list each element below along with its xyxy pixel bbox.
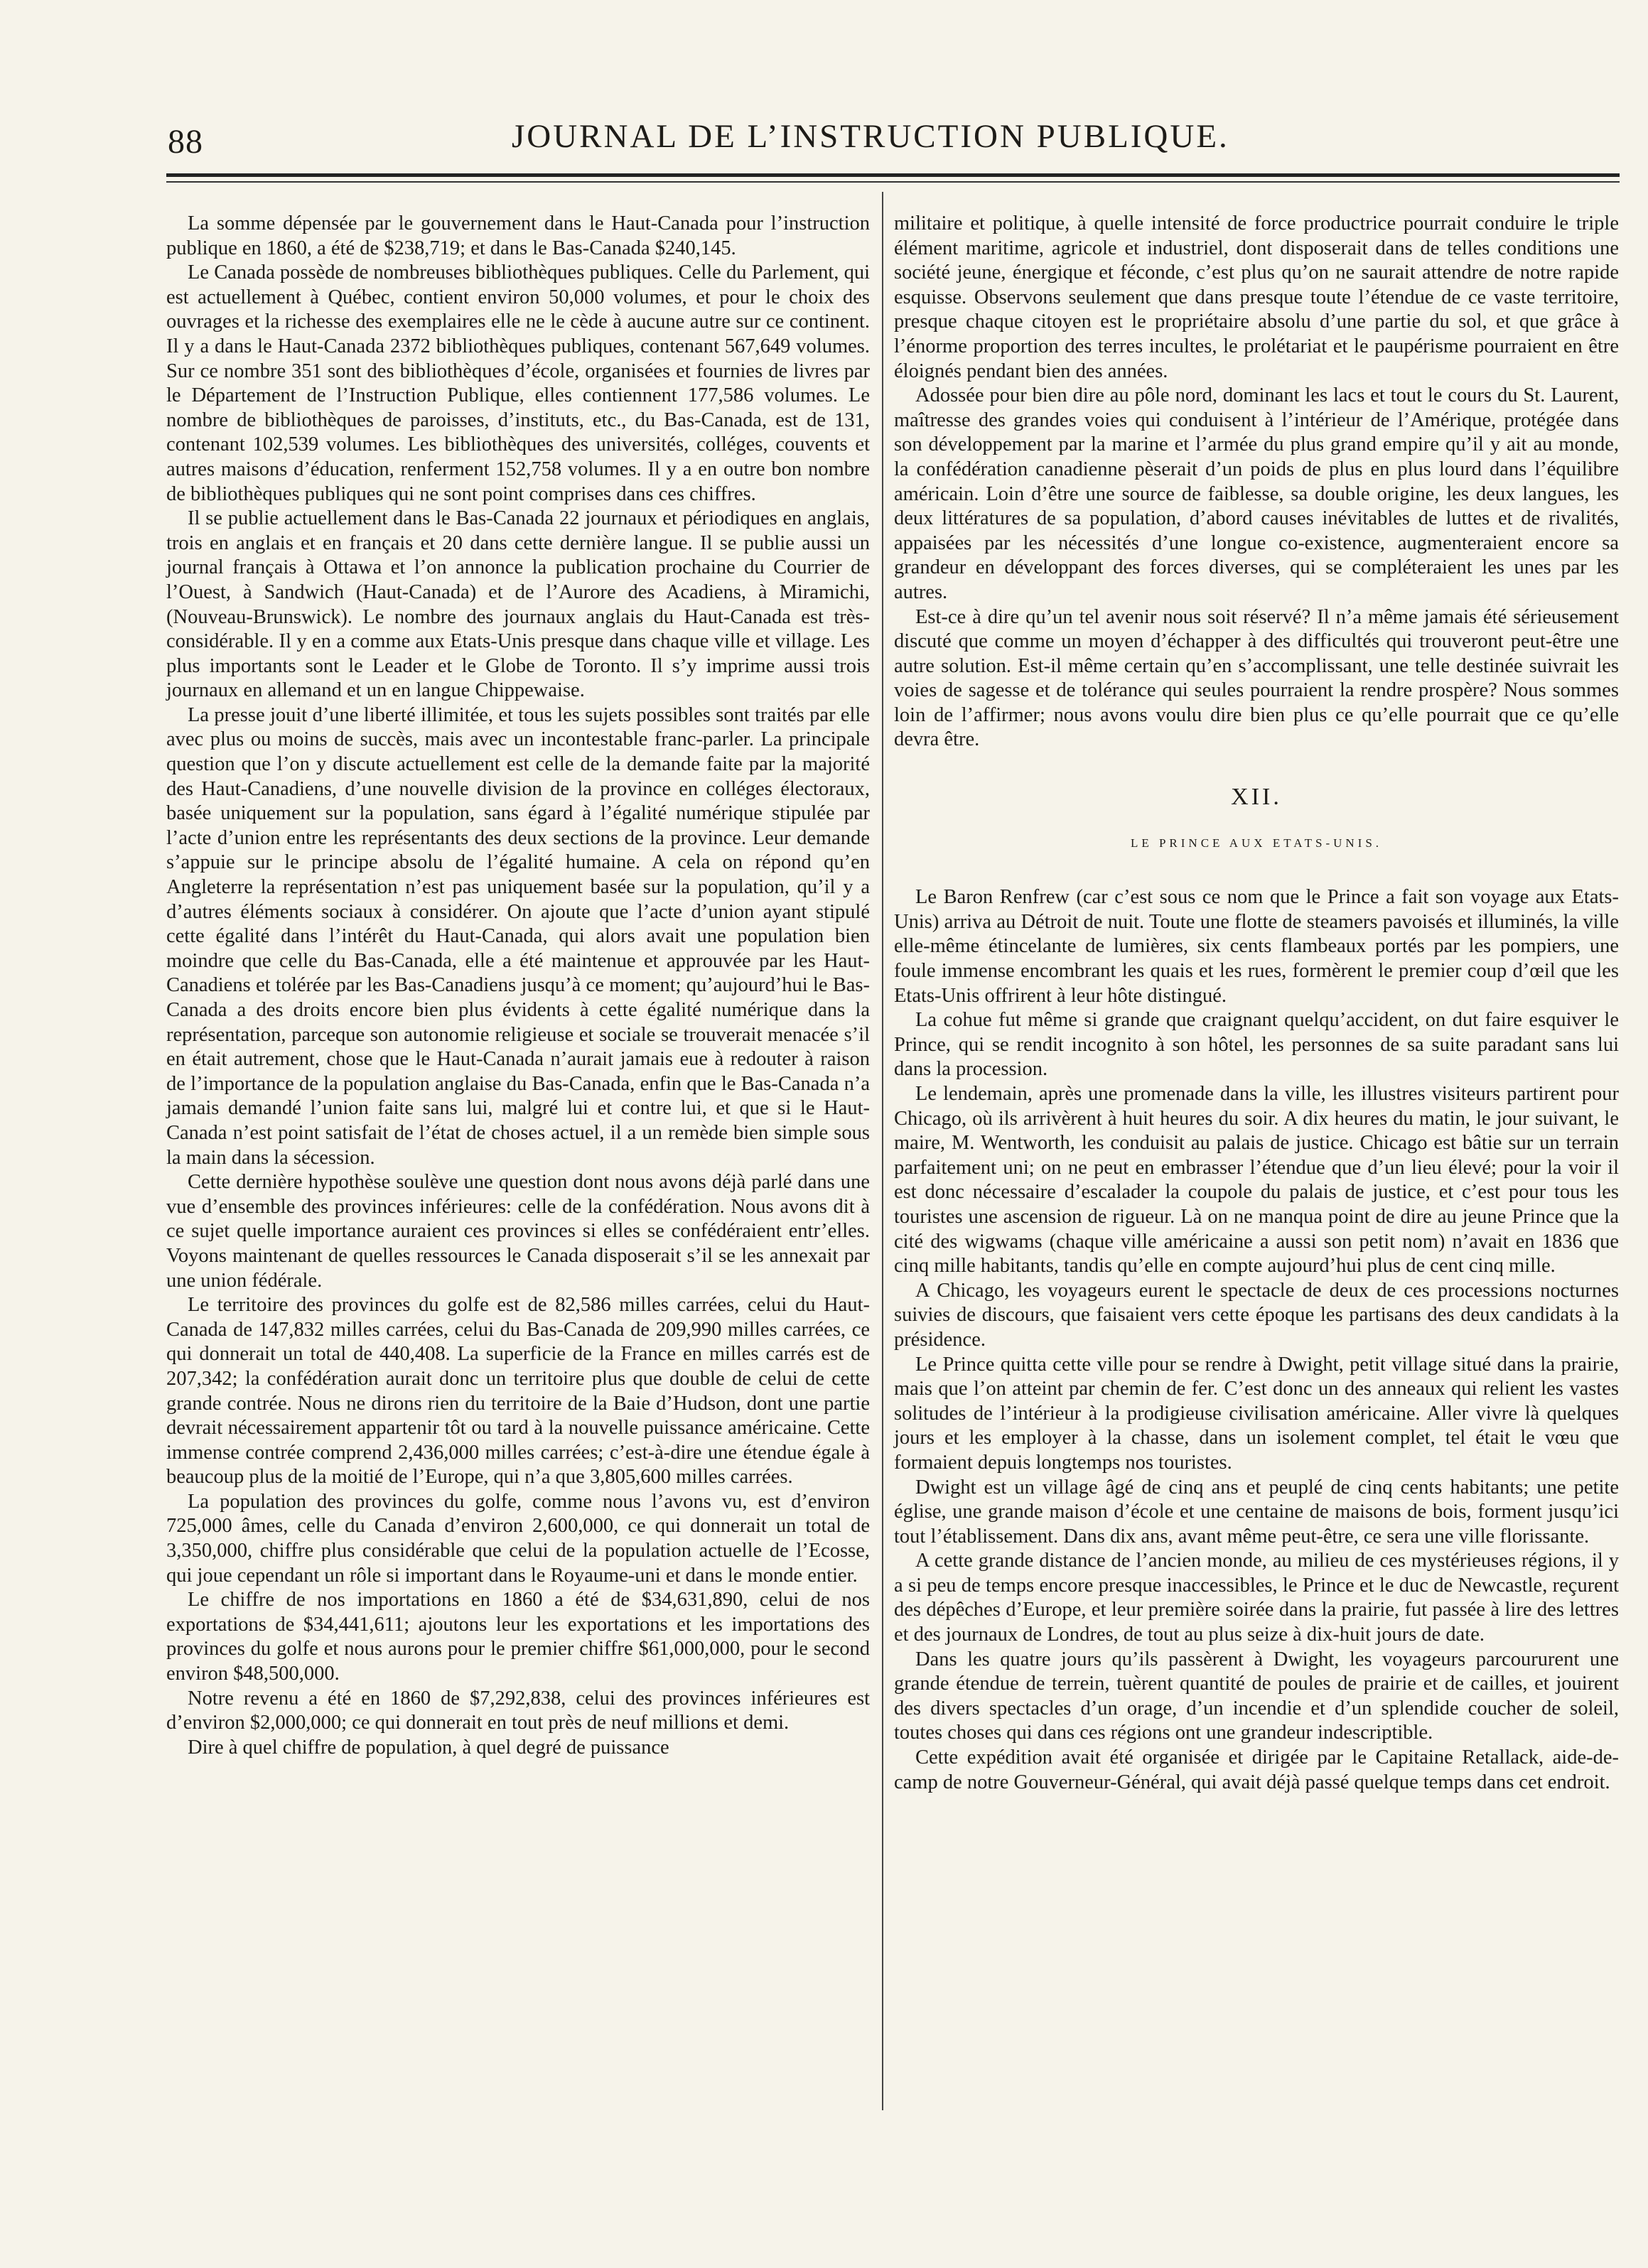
paragraph: Le territoire des provinces du golfe est de 82,586 milles carrées, celui du Haut-Canada de 147,832 milles carrées, celui du Bas-Canada de 209,990 milles carrées, ce qui donnerait un total de 440,408. La superficie de la France en milles carrés est de 207,342; la confédération aurait donc un territoire plus que double de celui de cette grande contrée. Nous ne dirons rien du territoire de la Baie d’Hudson, dont une partie devrait nécessairement appartenir tôt ou tard à la nouvelle puissance américaine. Cette immense contrée comprend 2,436,000 milles carrées; c’est-à-dire une étendue égale à beaucoup plus de la moitié de l’Europe, qui n’a que 3,805,600 milles carrées. <box>166 1294 870 1489</box>
paragraph: militaire et politique, à quelle intensité de force productrice pourrait conduire le triple élément maritime, agricole et industriel, dont disposerait dans de telles conditions une société jeune, énergique et féconde, c’est plus qu’on ne saurait attendre de notre rapide esquisse. Observons seulement que dans presque toute l’étendue de ce vaste territoire, presque chaque citoyen est le propriétaire absolu d’une partie du sol, et que grâce à l’énorme proportion des terres incultes, le prolétariat et le paupérisme pourraient en être éloignés pendant bien des années. <box>894 212 1619 382</box>
paragraph: Cette expédition avait été organisée et dirigée par le Capitaine Retallack, aide-de-camp de notre Gouverneur-Général, qui avait déjà passé quelque temps dans cet endroit. <box>894 1746 1619 1793</box>
paragraph: Le Canada possède de nombreuses bibliothèques publiques. Celle du Parlement, qui est actuellement à Québec, contient environ 50,000 volumes, et pour le choix des ouvrages et la richesse des exemplaires elle ne le cède à aucune autre sur ce continent. Il y a dans le Haut-Canada 2372 bibliothèques publiques, contenant 567,649 volumes. Sur ce nombre 351 sont des bibliothèques d’école, organisées et fournies de livres par le Département de l’Instruction Publique, elles contiennent 177,586 volumes. Le nombre de bibliothèques de paroisses, d’instituts, etc., du Bas-Canada, est de 131, contenant 102,539 volumes. Les bibliothèques des universités, colléges, couvents et autres maisons d’éducation, renferment 152,758 volumes. Il y a en outre bon nombre de bibliothèques publiques qui ne sont point comprises dans ces chiffres. <box>166 261 870 505</box>
page-number: 88 <box>168 123 203 161</box>
section-title: LE PRINCE AUX ETATS-UNIS. <box>1130 836 1383 850</box>
paragraph: Est-ce à dire qu’un tel avenir nous soit réservé? Il n’a même jamais été sérieusement discuté que comme un moyen d’échapper à des difficultés qui trouveront peut-être une autre solution. Est-il même certain qu’en s’accomplissant, une telle destinée suivrait les voies de sagesse et de tolérance qui seules pourraient la rendre prospère? Nous sommes loin de l’affirmer; nous avons voulu dire bien plus ce qu’elle pourrait que ce qu’elle devra être. <box>894 605 1619 751</box>
paragraph: Le chiffre de nos importations en 1860 a été de $34,631,890, celui de nos exportations de $34,441,611; ajoutons leur les exportations et les importations des provinces du golfe et nous aurons pour le premier chiffre $61,000,000, pour le second environ $48,500,000. <box>166 1589 870 1685</box>
right-column <box>894 212 1619 1795</box>
paragraph: Adossée pour bien dire au pôle nord, dominant les lacs et tout le cours du St. Laurent, maîtresse des grandes voies qui conduisent à l’intérieur de l’Amérique, protégée dans son développement par la marine et l’armée du plus grand empire qu’il y ait au monde, la confédération canadienne pèserait d’un poids de plus en plus lourd dans l’équilibre américain. Loin d’être une source de faiblesse, sa double origine, les deux langues, les deux littératures de sa population, d’abord causes inévitables de luttes et de rivalités, appaisées par les nécessités d’une longue co-existence, augmenteraient encore sa grandeur en développant des forces diverses, qui se compléteraient les unes par les autres. <box>894 384 1619 603</box>
paragraph: La cohue fut même si grande que craignant quelqu’accident, on dut faire esquiver le Prince, qui se rendit incognito à son hôtel, les personnes de sa suite paradant sans lui dans la procession. <box>894 1009 1619 1081</box>
paragraph: La presse jouit d’une liberté illimitée, et tous les sujets possibles sont traités par elle avec plus ou moins de succès, mais avec un incontestable franc-parler. La principale question que l’on y discute actuellement est celle de la demande faite par la majorité des Haut-Canadiens, d’une nouvelle division de la province en colléges électoraux, basée uniquement sur la population, sans égard à l’égalité numérique stipulée par l’acte d’union entre les représentants des deux sections de la province. Leur demande s’appuie sur le principe absolu de l’égalité humaine. A cela on répond qu’en Angleterre la représentation n’est pas uniquement basée sur la population, qu’il y a d’autres éléments sociaux à considérer. On ajoute que l’acte d’union ayant stipulé cette égalité dans l’intérêt du Haut-Canada, qui alors avait une population bien moindre que celle du Bas-Canada, elle a été maintenue et approuvée par les Haut-Canadiens et tolérée par les Bas-Canadiens jusqu’à ce moment; qu’aujourd’hui le Bas-Canada a des droits encore bien plus évidents à cette égalité numérique dans la représentation, parceque son autonomie religieuse et sociale se trouverait menacée s’il en était autrement, chose que le Haut-Canada n’aurait jamais eue à redouter à raison de l’importance de la population anglaise du Bas-Canada, enfin que le Bas-Canada n’a jamais demandé l’union faite sans lui, malgré lui et contre lui, et que si le Haut-Canada n’est point satisfait de l’état de choses actuel, il a un remède bien simple sous la main dans la sécession. <box>166 703 870 1169</box>
section-number: XII. <box>1231 784 1282 811</box>
paragraph: Le lendemain, après une promenade dans la ville, les illustres visiteurs partirent pour Chicago, où ils arrivèrent à huit heures du soir. A dix heures du matin, le jour suivant, le maire, M. Wentworth, les conduisit au palais de justice. Chicago est bâtie sur un terrain parfaitement uni; on ne peut en embrasser l’étendue que d’un lieu élevé; pour la voir il est donc nécessaire d’escalader la coupole du palais de justice, et c’est pour tous les touristes une ascension de rigueur. Là on ne manqua point de dire au jeune Prince que la cité des wigwams (chaque ville américaine a aussi son petit nom) n’avait en 1836 que cinq mille habitants, tandis qu’elle en compte aujourd’hui plus de cent cinq mille. <box>894 1083 1619 1278</box>
paragraph: Dans les quatre jours qu’ils passèrent à Dwight, les voyageurs parcoururent une grande étendue de terrein, tuèrent quantité de poules de prairie et de cailles, et jouirent des divers spectacles d’un orage, d’un incendie et d’un splendide coucher de soleil, toutes choses qui dans ces régions ont une grandeur indescriptible. <box>894 1648 1619 1744</box>
header-rule-thick <box>166 173 1620 177</box>
left-column <box>166 212 870 1760</box>
header-rule-thin <box>166 181 1620 183</box>
paragraph: Dwight est un village âgé de cinq ans et peuplé de cinq cents habitants; une petite église, une grande maison d’école et une centaine de maisons de bois, forment jusqu’ici tout l’établissement. Dans dix ans, avant même peut-être, ce sera une ville florissante. <box>894 1476 1619 1548</box>
paragraph: La somme dépensée par le gouvernement dans le Haut-Canada pour l’instruction publique en 1860, a été de $238,719; et dans le Bas-Canada $240,145. <box>166 212 870 259</box>
paragraph: Notre revenu a été en 1860 de $7,292,838, celui des provinces inférieures est d’environ $2,000,000; ce qui donnerait en tout près de neuf millions et demi. <box>166 1687 870 1734</box>
paragraph: Cette dernière hypothèse soulève une question dont nous avons déjà parlé dans une vue d’ensemble des provinces inférieures: celle de la confédération. Nous avons dit à ce sujet quelle importance auraient ces provinces si elles se confédéraient entr’elles. Voyons maintenant de quelles ressources le Canada disposerait s’il se les annexait par une union fédérale. <box>166 1171 870 1292</box>
paragraph: Le Baron Renfrew (car c’est sous ce nom que le Prince a fait son voyage aux Etats-Unis) arriva au Détroit de nuit. Toute une flotte de steamers pavoisés et illuminés, la ville elle-même étincelante de lumières, six cents flambeaux portés par les pompiers, une foule immense encombrant les quais et les rues, formèrent le premier coup d’œil que les Etats-Unis offrirent à leur hôte distingué. <box>894 886 1619 1007</box>
running-title: JOURNAL DE L’INSTRUCTION PUBLIQUE. <box>512 118 1229 155</box>
paragraph: A Chicago, les voyageurs eurent le spectacle de deux de ces processions nocturnes suivies de discours, que faisaient vers cette époque les partisans des deux candidats à la présidence. <box>894 1279 1619 1351</box>
paragraph: Il se publie actuellement dans le Bas-Canada 22 journaux et périodiques en anglais, trois en anglais et en français et 20 dans cette dernière langue. Il se publie aussi un journal français à Ottawa et l’on annonce la publication prochaine du Courrier de l’Ouest, à Sandwich (Haut-Canada) et de l’Aurore des Acadiens, à Miramichi, (Nouveau-Brunswick). Le nombre des journaux anglais du Haut-Canada est très-considérable. Il y en a comme aux Etats-Unis presque dans chaque ville et village. Les plus importants sont le Leader et le Globe de Toronto. Il s’y imprime aussi trois journaux en allemand et un en langue Chippewaise. <box>166 507 870 702</box>
column-divider <box>882 192 883 2110</box>
paragraph: Dire à quel chiffre de population, à quel degré de puissance <box>188 1736 669 1759</box>
paragraph: La population des provinces du golfe, comme nous l’avons vu, est d’environ 725,000 âmes, celle du Canada d’environ 2,600,000, ce qui donnerait un total de 3,350,000, chiffre plus considérable que celui de la population actuelle de l’Ecosse, qui joue cependant un rôle si important dans le Royaume-uni et dans le monde entier. <box>166 1490 870 1587</box>
paragraph: Le Prince quitta cette ville pour se rendre à Dwight, petit village situé dans la prairie, mais que l’on atteint par chemin de fer. C’est donc un des anneaux qui relient les vastes solitudes de l’intérieur à la prodigieuse civilisation américaine. Aller vivre là quelques jours et les employer à la chasse, dans un isolement complet, tel était le vœu que formaient depuis longtemps nos touristes. <box>894 1353 1619 1474</box>
paragraph: A cette grande distance de l’ancien monde, au milieu de ces mystérieuses régions, il y a si peu de temps encore presque inaccessibles, le Prince et le duc de Newcastle, reçurent des dépêches d’Europe, et leur première soirée dans la prairie, fut passée à lire des lettres et des journaux de Londres, de tout au plus seize à dix-huit jours de date. <box>894 1550 1619 1646</box>
